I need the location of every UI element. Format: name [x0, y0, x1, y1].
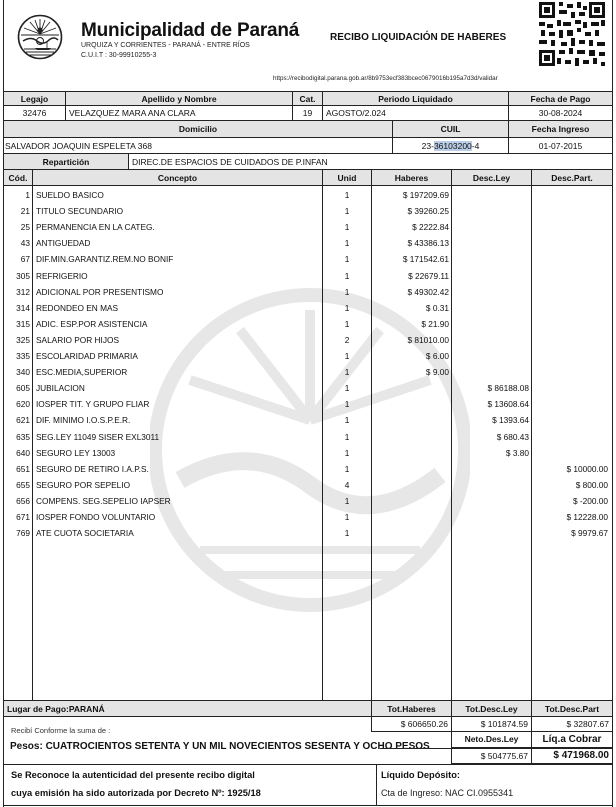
row-unid: 1: [344, 238, 350, 249]
col-haberes: Haberes: [371, 169, 452, 186]
table-row: [0, 477, 616, 493]
row-concepto: ESC.MEDIA,SUPERIOR: [36, 367, 128, 378]
row-cod: 635: [16, 431, 30, 442]
row-cod: 340: [16, 367, 30, 378]
table-row: [0, 251, 616, 267]
row-unid: 1: [344, 399, 350, 410]
row-desc-ley: $ 13608.64: [487, 399, 529, 410]
row-concepto: REFRIGERIO: [36, 270, 88, 281]
tot-desc-ley-value: $ 101874.59: [451, 716, 532, 732]
liq-label: Líq.a Cobrar: [531, 731, 613, 748]
table-row: [0, 203, 616, 219]
pesos-text: Pesos: CUATROCIENTOS SETENTA Y UN MIL NOVECIENTOS SESENTA Y OCHO PESOS: [10, 741, 430, 752]
row-cod: 21: [20, 206, 30, 217]
table-row: [0, 509, 616, 525]
validation-url[interactable]: https://recibodigital.parana.gob.ar/8b9753ecf383bcec0679016b195a7d3d/validar: [273, 75, 498, 82]
row-concepto: COMPENS. SEG.SEPELIO IAPSER: [36, 495, 171, 506]
deposito-label: Líquido Depósito:: [381, 770, 461, 780]
fecha-pago-value: 30-08-2024: [508, 105, 613, 121]
row-haberes: $ 49302.42: [407, 286, 449, 297]
row-concepto: DIF.MIN.GARANTIZ.REM.NO BONIF: [36, 254, 174, 265]
row-cod: 305: [16, 270, 30, 281]
lugar-pago: Lugar de Pago:PARANÁ: [3, 700, 372, 717]
row-unid: 1: [344, 286, 350, 297]
fecha-ingreso-value: 01-07-2015: [508, 137, 613, 154]
table-row: [0, 461, 616, 477]
legajo-value: 32476: [3, 105, 66, 121]
row-haberes: $ 2222.84: [412, 222, 449, 233]
tot-desc-part-label: Tot.Desc.Part: [531, 700, 613, 717]
cuil-value: [392, 137, 509, 154]
col-desc-part: Desc.Part.: [531, 169, 613, 186]
row-haberes: $ 21.90: [421, 318, 449, 329]
periodo-value: AGOSTO/2.024: [322, 105, 509, 121]
row-desc-ley: $ 1393.64: [492, 415, 529, 426]
row-haberes: $ 9.00: [425, 367, 449, 378]
row-cod: 43: [20, 238, 30, 249]
org-address: URQUIZA Y CORRIENTES - PARANÁ - ENTRE RÍOS: [81, 42, 250, 49]
row-unid: 2: [344, 334, 350, 345]
row-cod: 314: [16, 302, 30, 313]
table-row: [0, 525, 616, 541]
nombre-value: VELAZQUEZ MARA ANA CLARA: [65, 105, 293, 121]
row-unid: 1: [344, 383, 350, 394]
table-row: [0, 187, 616, 203]
row-cod: 640: [16, 447, 30, 458]
domicilio-label: Domicilio: [3, 120, 393, 138]
row-unid: 1: [344, 190, 350, 200]
table-row: [0, 332, 616, 348]
row-cod: 651: [16, 463, 30, 474]
row-desc-ley: $ 86188.08: [487, 383, 529, 394]
row-desc-part: $ 800.00: [575, 479, 608, 490]
row-cod: 655: [16, 479, 30, 490]
row-haberes: $ 39260.25: [407, 206, 449, 217]
periodo-label: Periodo Liquidado: [322, 91, 509, 106]
table-row: [0, 429, 616, 445]
reparticion-label: Repartición: [3, 153, 129, 170]
divider: [3, 805, 613, 806]
liq-value: $ 471968.00: [531, 748, 613, 764]
row-concepto: SEGURO POR SEPELIO: [36, 479, 131, 490]
row-concepto: ANTIGUEDAD: [36, 238, 91, 249]
row-cod: 25: [20, 222, 30, 233]
fecha-pago-label: Fecha de Pago: [508, 91, 613, 106]
row-concepto: SEGURO LEY 13003: [36, 447, 116, 458]
row-unid: 1: [344, 431, 350, 442]
row-cod: 67: [20, 254, 30, 265]
row-haberes: $ 197209.69: [402, 190, 449, 200]
neto-label: Neto.Des.Ley: [451, 731, 532, 748]
row-cod: 605: [16, 383, 30, 394]
qr-code-icon[interactable]: [539, 2, 605, 66]
cat-label: Cat.: [292, 91, 323, 106]
row-concepto: IOSPER TIT. Y GRUPO FLIAR: [36, 399, 150, 410]
document-title: RECIBO LIQUIDACIÓN DE HABERES: [330, 32, 507, 43]
row-unid: 1: [344, 270, 350, 281]
table-row: [0, 284, 616, 300]
row-cod: 325: [16, 334, 30, 345]
table-row: [0, 219, 616, 235]
row-concepto: SUELDO BASICO: [36, 190, 104, 200]
reparticion-value: DIREC.DE ESPACIOS DE CUIDADOS DE P.INFAN: [128, 153, 613, 170]
divider: [3, 764, 613, 765]
row-haberes: $ 81010.00: [407, 334, 449, 345]
row-cod: 656: [16, 495, 30, 506]
row-cod: 621: [16, 415, 30, 426]
table-row: [0, 364, 616, 380]
row-desc-part: $ 9979.67: [571, 528, 608, 539]
row-concepto: ESCOLARIDAD PRIMARIA: [36, 351, 138, 361]
row-unid: 1: [344, 528, 350, 539]
row-concepto: ADICIONAL POR PRESENTISMO: [36, 286, 164, 297]
row-unid: 1: [344, 222, 350, 233]
row-concepto: JUBILACION: [36, 383, 85, 394]
tot-desc-ley-label: Tot.Desc.Ley: [451, 700, 532, 717]
row-unid: 1: [344, 351, 350, 361]
org-name: Municipalidad de Paraná: [81, 20, 300, 41]
municipal-seal-icon: [17, 14, 63, 60]
cuenta-value: Cta de Ingreso: NAC CI.0955341: [381, 788, 514, 798]
cuil-selected-text[interactable]: 36103200: [433, 140, 472, 151]
row-concepto: ADIC. ESP.POR ASISTENCIA: [36, 318, 148, 329]
table-row: [0, 235, 616, 251]
row-concepto: REDONDEO EN MAS: [36, 302, 119, 313]
row-desc-part: $ 12228.00: [566, 512, 608, 522]
row-cod: 315: [16, 318, 30, 329]
row-concepto: SEG.LEY 11049 SISER EXL3011: [36, 431, 160, 442]
tot-haberes-value: $ 606650.26: [371, 716, 452, 732]
row-haberes: $ 43386.13: [407, 238, 449, 249]
row-concepto: TITULO SECUNDARIO: [36, 206, 124, 217]
row-desc-part: $ 10000.00: [566, 463, 608, 474]
cat-value: 19: [292, 105, 323, 121]
row-concepto: SEGURO DE RETIRO I.A.P.S.: [36, 463, 149, 474]
row-cod: 769: [16, 528, 30, 539]
row-concepto: ATE CUOTA SOCIETARIA: [36, 528, 134, 539]
table-row: [0, 380, 616, 396]
row-unid: 1: [344, 415, 350, 426]
row-haberes: $ 6.00: [425, 351, 449, 361]
auth-line-2: cuya emisión ha sido autorizada por Decreto Nº: 1925/18: [11, 788, 261, 798]
row-concepto: PERMANENCIA EN LA CATEG.: [36, 222, 155, 233]
row-desc-part: $ -200.00: [572, 495, 608, 506]
domicilio-value: SALVADOR JOAQUIN ESPELETA 368: [3, 137, 393, 154]
row-concepto: SALARIO POR HIJOS: [36, 334, 119, 345]
neto-value: $ 504775.67: [451, 748, 532, 764]
row-unid: 1: [344, 302, 350, 313]
cuil-prefix: 23-: [421, 140, 434, 151]
table-row: [0, 300, 616, 316]
org-cuit: C.U.I.T : 30-99910255-3: [81, 52, 157, 59]
row-concepto: IOSPER FONDO VOLUNTARIO: [36, 512, 156, 522]
row-unid: 1: [344, 495, 350, 506]
divider: [376, 764, 377, 805]
row-haberes: $ 22679.11: [408, 270, 449, 281]
cuil-suffix: -4: [471, 140, 480, 151]
col-desc-ley: Desc.Ley: [451, 169, 532, 186]
auth-line-1: Se Reconoce la autenticidad del presente recibo digital: [11, 770, 255, 780]
row-cod: 671: [16, 512, 30, 522]
row-unid: 1: [344, 206, 350, 217]
row-haberes: $ 0.31: [425, 302, 449, 313]
tot-haberes-label: Tot.Haberes: [371, 700, 452, 717]
table-row: [0, 396, 616, 412]
tot-desc-part-value: $ 32807.67: [531, 716, 613, 732]
row-cod: 1: [25, 190, 30, 200]
nombre-label: Apellido y Nombre: [65, 91, 293, 106]
legajo-label: Legajo: [3, 91, 66, 106]
row-haberes: $ 171542.61: [402, 254, 449, 265]
row-unid: 1: [344, 367, 350, 378]
row-concepto: DIF. MINIMO I.O.S.P.E.R.: [36, 415, 131, 426]
row-desc-ley: $ 3.80: [505, 447, 529, 458]
cuil-label: CUIL: [392, 120, 509, 138]
row-cod: 620: [16, 399, 30, 410]
table-row: [0, 268, 616, 284]
row-unid: 1: [344, 318, 350, 329]
col-unid: Unid: [322, 169, 372, 186]
row-unid: 1: [344, 447, 350, 458]
col-concepto: Concepto: [32, 169, 323, 186]
row-unid: 1: [344, 254, 350, 265]
fecha-ingreso-label: Fecha Ingreso: [508, 120, 613, 138]
table-row: [0, 412, 616, 428]
table-row: [0, 348, 616, 364]
table-row: [0, 445, 616, 461]
col-cod: Cód.: [3, 169, 33, 186]
row-desc-ley: $ 680.43: [496, 431, 529, 442]
row-unid: 4: [344, 479, 350, 490]
table-row: [0, 316, 616, 332]
recibi-label: Recibí Conforme la suma de :: [11, 726, 111, 735]
row-cod: 335: [16, 351, 30, 361]
row-unid: 1: [344, 463, 350, 474]
row-cod: 312: [16, 286, 30, 297]
row-unid: 1: [344, 512, 350, 522]
table-row: [0, 493, 616, 509]
